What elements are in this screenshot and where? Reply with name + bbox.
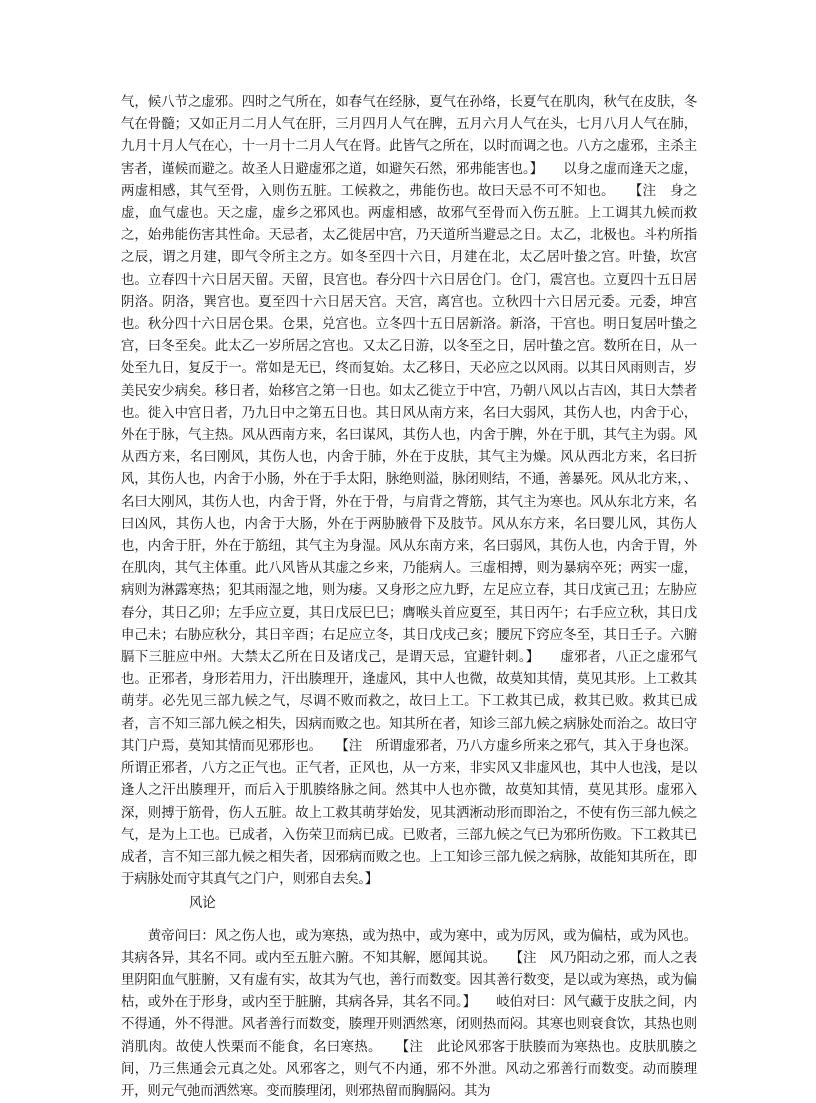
paragraph-wind-treatise: 黄帝问曰：风之伤人也，或为寒热，或为热中，或为寒中，或为厉风，或为偏枯，或为风也。其病各异，其名不同。或内至五脏六腑。不知其解，愿闻其说。 【注 风乃阳动之邪，而人之表里阴阳血气脏腑，又有虚有实，故其为气也，善行而数变。因其善行数变，是以或为寒热，或为偏枯，或外在于形身，或内至于脏腑，其病各异，其名不同。】 岐伯对曰：风气藏于皮肤之间，内不得通，外不得泄。风者善行而数变，腠理开则洒然寒，闭则热而闷。其寒也则衰食饮，其热也则消肌肉。故使人怢栗而不能食，名曰寒热。 【注 此论风邪客于肤腠而为寒热也。皮肤肌腠之间，乃三焦通会元真之处。风邪客之，则气不内通，邪不外泄。风动之邪善行而数变。动而腠理开，则元气弛而洒然寒。变而腠理闭，则邪热留而胸膈闷。其为 (121, 928, 697, 1099)
section-title: 风论 (189, 896, 216, 912)
document-page (121, 92, 697, 1103)
paragraph-continuation: 气，候八节之虚邪。四时之气所在，如春气在经脉，夏气在孙络，长夏气在肌肉，秋气在皮肤，冬气在骨髓；又如正月二月人气在肝，三月四月人气在脾，五月六月人气在头，七月八月人气在肺，九月十月人气在心，十一月十二月人气在肾。此皆气之所在，以时而调之也。八方之虚邪，主杀主害者，谨候而避之。故圣人日避虚邪之道，如避矢石然，邪弗能害也。】 以身之虚而逢天之虚，两虚相感，其气至骨，入则伤五脏。工候救之，弗能伤也。故曰天忌不可不知也。 【注 身之虚，血气虚也。天之虚，虚乡之邪风也。两虚相感，故邪气至骨而入伤五脏。上工调其九候而救之，始弗能伤害其性命。天忌者，太乙徙居中宫，乃天道所当避忌之日。太乙，北极也。斗杓所指之辰，谓之月建，即气令所主之方。如冬至四十六日，月建在北，太乙居叶蛰之宫。叶蛰，坎宫也。立春四十六日居天留。天留，艮宫也。春分四十六日居仓门。仓门，震宫也。立夏四十五日居阴洛。阴洛，巽宫也。夏至四十六日居天宫。天宫，离宫也。立秋四十六日居元委。元委，坤宫也。秋分四十六日居仓果。仓果，兑宫也。立冬四十五日居新洛。新洛，干宫也。明日复居叶蛰之宫，曰冬至矣。此太乙一岁所居之宫也。又太乙日游，以冬至之日，居叶蛰之宫。数所在日，从一处至九日，复反于一。常如是无已，终而复始。太乙移日，天必应之以风雨。以其日风雨则吉，岁美民安少病矣。移日者，始移宫之第一日也。如太乙徙立于中宫，乃朝八风以占吉凶，其日大禁者也。徙入中宫日者，乃九日中之第五日也。其日风从南方来，名曰大弱风，其伤人也，内舍于心，外在于脉，气主热。风从西南方来，名曰谋风，其伤人也，内舍于脾，外在于肌，其气主为弱。风从西方来，名曰刚风，其伤人也，内舍于肺，外在于皮肤，其气主为燥。风从西北方来，名曰折风，其伤人也，内舍于小肠，外在于手太阳，脉绝则溢，脉闭则结，不通，善暴死。风从北方来，、名曰大刚风，其伤人也，内舍于肾，外在于骨，与肩背之膂筋，其气主为寒也。风从东北方来，名曰凶风，其伤人也，内舍于大肠，外在于两胁腋骨下及肢节。风从东方来，名曰婴儿风，其伤人也，内舍于肝，外在于筋纽，其气主为身湿。风从东南方来，名曰弱风，其伤人也，内舍于胃，外在肌肉，其气主体重。此八风皆从其虚之乡来，乃能病人。三虚相搏，则为暴病卒死；两实一虚，病则为淋露寒热；犯其雨湿之地，则为痿。又身形之应九野，左足应立春，其日戊寅己丑；左胁应春分，其日乙卯；左手应立夏，其日戊辰巳巳；膺喉头首应夏至，其日丙午；右手应立秋，其日戊申己未；右胁应秋分，其日辛酉；右足应立冬，其日戊戌己亥；腰尻下窍应冬至，其日壬子。六腑膈下三脏应中州。大禁太乙所在日及诸戊己，是谓天忌，宜避针刺。】 虚邪者，八正之虚邪气也。正邪者，身形若用力，汗出腠理开，逢虚风，其中人也微，故莫知其情，莫见其形。上工救其萌芽。必先见三部九候之气，尽调不败而救之，故曰上工。下工救其已成，救其已败。救其已成者，言不知三部九候之相失，因病而败之也。知其所在者，知诊三部九候之病脉处而治之。故曰守其门户焉，莫知其情而见邪形也。 【注 所谓虚邪者，乃八方虚乡所来之邪气，其入于身也深。所谓正邪者，八方之正气也。正气者，正风也，从一方来，非实风又非虚风也，其中人也浅，是以逢人之汗出腠理开，而后入于肌腠络脉之间。然其中人也亦微，故莫知其情，莫见其形。虚邪入深，则搏于筋骨，伤人五脏。故上工救其萌芽始发，见其洒淅动形而即治之，不使有伤三部九候之气，是为上工也。已成者，入伤荣卫而病已成。已败者，三部九候之气已为邪所伤败。下工救其已成者，言不知三部九候之相失者，因邪病而败之也。上工知诊三部九候之病脉，故能知其所在，即于病脉处而守其真气之门户，则邪自去矣。】 (121, 95, 697, 888)
